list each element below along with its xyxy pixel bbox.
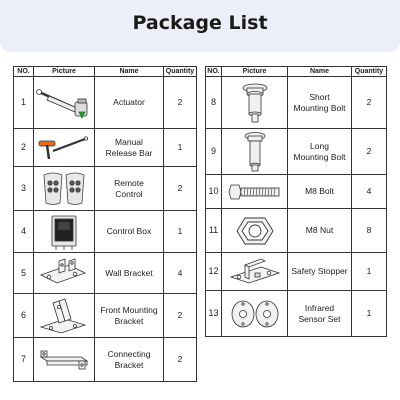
item-number: 8 — [206, 77, 222, 129]
item-number: 3 — [14, 167, 34, 211]
item-name: Remote Control — [95, 167, 164, 211]
item-name: Safety Stopper — [288, 253, 352, 291]
header-quantity: Quantity — [352, 67, 387, 77]
table-row — [206, 291, 387, 337]
item-picture — [222, 175, 288, 209]
m8-bolt-icon — [225, 181, 285, 203]
table-row — [14, 77, 197, 129]
release-bar-icon — [35, 133, 93, 163]
item-picture — [34, 77, 95, 129]
table-row — [14, 167, 197, 211]
item-picture — [34, 338, 95, 382]
actuator-icon — [35, 86, 93, 120]
table-row — [206, 253, 387, 291]
package-table-right — [205, 66, 387, 337]
wall-bracket-icon — [35, 255, 93, 291]
item-quantity: 1 — [164, 211, 197, 253]
header-no: NO. — [14, 67, 34, 77]
item-picture — [34, 129, 95, 167]
item-quantity: 2 — [164, 77, 197, 129]
item-quantity: 2 — [164, 167, 197, 211]
table-header-row — [14, 67, 197, 77]
item-number: 7 — [14, 338, 34, 382]
item-picture — [34, 211, 95, 253]
item-number: 10 — [206, 175, 222, 209]
long-bolt-icon — [225, 131, 285, 173]
item-quantity: 2 — [164, 294, 197, 338]
item-picture — [222, 209, 288, 253]
item-name: Infrared Sensor Set — [288, 291, 352, 337]
item-picture — [34, 167, 95, 211]
header-picture: Picture — [222, 67, 288, 77]
item-number: 11 — [206, 209, 222, 253]
item-name: M8 Nut — [288, 209, 352, 253]
safety-stopper-icon — [225, 255, 285, 289]
table-row — [14, 338, 197, 382]
header-no: NO. — [207, 67, 220, 75]
item-name: Long Mounting Bolt — [288, 129, 352, 175]
item-name: Wall Bracket — [95, 253, 164, 294]
item-name: Actuator — [95, 77, 164, 129]
item-quantity: 8 — [352, 209, 387, 253]
item-name: Front Mounting Bracket — [95, 294, 164, 338]
item-number: 2 — [14, 129, 34, 167]
item-quantity: 4 — [352, 175, 387, 209]
item-name: Control Box — [95, 211, 164, 253]
table-row — [14, 211, 197, 253]
item-quantity: 2 — [352, 77, 387, 129]
table-row — [14, 294, 197, 338]
item-quantity: 1 — [352, 291, 387, 337]
front-bracket-icon — [35, 297, 93, 335]
item-picture — [222, 291, 288, 337]
control-box-icon — [35, 213, 93, 251]
table-row — [14, 253, 197, 294]
m8-nut-icon — [225, 212, 285, 250]
item-picture — [222, 77, 288, 129]
table-row — [206, 129, 387, 175]
page-title: Package List — [132, 12, 268, 34]
item-quantity: 4 — [164, 253, 197, 294]
item-number: 4 — [14, 211, 34, 253]
item-picture — [34, 294, 95, 338]
infrared-sensor-icon — [225, 297, 285, 331]
item-number: 9 — [206, 129, 222, 175]
connecting-bracket-icon — [35, 345, 93, 375]
item-number: 5 — [14, 253, 34, 294]
item-name: Manual Release Bar — [95, 129, 164, 167]
item-number: 12 — [206, 253, 222, 291]
remote-control-icon — [35, 171, 93, 207]
item-number: 1 — [14, 77, 34, 129]
item-quantity: 1 — [352, 253, 387, 291]
table-header-row — [206, 67, 387, 77]
item-quantity: 1 — [164, 129, 197, 167]
item-name: Connecting Bracket — [95, 338, 164, 382]
item-number: 6 — [14, 294, 34, 338]
header-picture: Picture — [34, 67, 95, 77]
item-number: 13 — [206, 291, 222, 337]
header-name: Name — [95, 67, 164, 77]
table-row — [206, 77, 387, 129]
item-picture — [222, 129, 288, 175]
table-row — [14, 129, 197, 167]
table-row — [206, 209, 387, 253]
item-name: M8 Bolt — [288, 175, 352, 209]
short-bolt-icon — [225, 82, 285, 124]
item-picture — [222, 253, 288, 291]
table-row — [206, 175, 387, 209]
package-table-left — [13, 66, 197, 382]
header-name: Name — [288, 67, 352, 77]
item-quantity: 2 — [164, 338, 197, 382]
item-picture — [34, 253, 95, 294]
item-name: Short Mounting Bolt — [288, 77, 352, 129]
item-quantity: 2 — [352, 129, 387, 175]
header-quantity: Quantity — [164, 67, 197, 77]
